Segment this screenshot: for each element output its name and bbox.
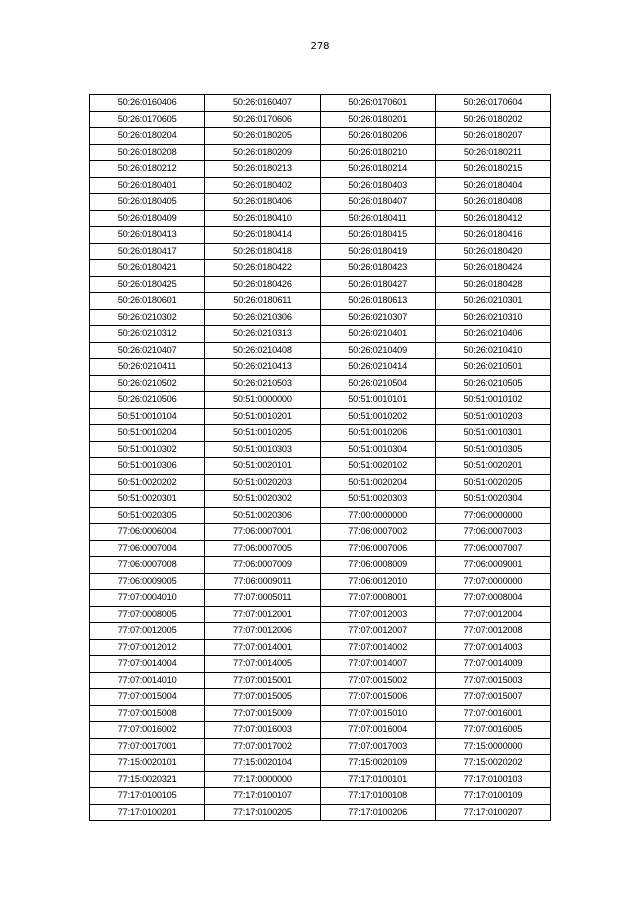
table-cell: 50:26:0180405 (90, 194, 205, 211)
table-cell: 77:07:0015001 (205, 672, 320, 689)
table-cell: 77:07:0015002 (320, 672, 435, 689)
table-cell: 50:26:0210505 (435, 375, 550, 392)
table-cell: 50:26:0180206 (320, 128, 435, 145)
table-cell: 77:07:0014001 (205, 639, 320, 656)
table-cell: 50:51:0010101 (320, 392, 435, 409)
table-cell: 77:07:0016005 (435, 722, 550, 739)
table-cell: 50:26:0180613 (320, 293, 435, 310)
table-cell: 50:26:0180423 (320, 260, 435, 277)
table-row (90, 606, 551, 623)
table-cell: 77:07:0012012 (90, 639, 205, 656)
table-cell: 50:26:0180426 (205, 276, 320, 293)
table-cell: 77:17:0100101 (320, 771, 435, 788)
table-row (90, 326, 551, 343)
table-cell: 77:07:0012001 (205, 606, 320, 623)
table-cell: 50:26:0210407 (90, 342, 205, 359)
table-row (90, 804, 551, 821)
table-cell: 50:26:0180215 (435, 161, 550, 178)
table-cell: 77:07:0014010 (90, 672, 205, 689)
table-cell: 77:06:0009001 (435, 557, 550, 574)
table-row (90, 111, 551, 128)
table-row (90, 557, 551, 574)
table-row (90, 227, 551, 244)
table-cell: 50:26:0180410 (205, 210, 320, 227)
table-cell: 50:51:0020101 (205, 458, 320, 475)
table-row (90, 524, 551, 541)
table-cell: 77:06:0012010 (320, 573, 435, 590)
table-row (90, 458, 551, 475)
table-cell: 77:06:0007001 (205, 524, 320, 541)
table-cell: 50:26:0180404 (435, 177, 550, 194)
table-row (90, 573, 551, 590)
table-cell: 50:51:0020305 (90, 507, 205, 524)
table-cell: 50:26:0210502 (90, 375, 205, 392)
table-body (90, 95, 551, 821)
table-row (90, 540, 551, 557)
table-row (90, 425, 551, 442)
table-cell: 50:26:0180210 (320, 144, 435, 161)
table-cell: 50:26:0210406 (435, 326, 550, 343)
table-row (90, 672, 551, 689)
table-cell: 50:51:0020203 (205, 474, 320, 491)
table-cell: 50:26:0180418 (205, 243, 320, 260)
table-row (90, 590, 551, 607)
table-cell: 77:06:0007008 (90, 557, 205, 574)
table-row (90, 441, 551, 458)
table-row (90, 755, 551, 772)
table-cell: 50:51:0020301 (90, 491, 205, 508)
table-cell: 50:26:0210503 (205, 375, 320, 392)
table-cell: 77:17:0100207 (435, 804, 550, 821)
table-cell: 50:51:0010104 (90, 408, 205, 425)
table-cell: 50:26:0210414 (320, 359, 435, 376)
table-cell: 77:07:0015008 (90, 705, 205, 722)
table-cell: 50:26:0180419 (320, 243, 435, 260)
table-cell: 50:26:0170605 (90, 111, 205, 128)
table-cell: 50:51:0020205 (435, 474, 550, 491)
table-cell: 77:06:0000000 (435, 507, 550, 524)
table-cell: 77:07:0015010 (320, 705, 435, 722)
table-row (90, 491, 551, 508)
table-cell: 50:26:0180202 (435, 111, 550, 128)
table-cell: 77:07:0008004 (435, 590, 550, 607)
table-cell: 77:06:0007006 (320, 540, 435, 557)
table-cell: 77:07:0012004 (435, 606, 550, 623)
table-cell: 50:26:0210313 (205, 326, 320, 343)
table-cell: 77:07:0015006 (320, 689, 435, 706)
table-cell: 50:51:0010102 (435, 392, 550, 409)
table-cell: 50:26:0210504 (320, 375, 435, 392)
table-cell: 50:51:0010302 (90, 441, 205, 458)
table-row (90, 161, 551, 178)
table-cell: 50:26:0180416 (435, 227, 550, 244)
table-cell: 77:07:0015007 (435, 689, 550, 706)
table-cell: 77:15:0020202 (435, 755, 550, 772)
table-cell: 77:07:0012006 (205, 623, 320, 640)
table-cell: 50:51:0020304 (435, 491, 550, 508)
table-row (90, 309, 551, 326)
table-cell: 77:06:0008009 (320, 557, 435, 574)
table-cell: 50:51:0010205 (205, 425, 320, 442)
table-cell: 50:26:0180420 (435, 243, 550, 260)
table-row (90, 623, 551, 640)
table-row (90, 722, 551, 739)
table-cell: 50:26:0180409 (90, 210, 205, 227)
table-row (90, 342, 551, 359)
table-row (90, 689, 551, 706)
table-cell: 77:07:0016001 (435, 705, 550, 722)
table-cell: 50:26:0180417 (90, 243, 205, 260)
table-row (90, 210, 551, 227)
table-cell: 50:51:0020302 (205, 491, 320, 508)
table-cell: 77:07:0012003 (320, 606, 435, 623)
table-cell: 77:07:0014004 (90, 656, 205, 673)
table-row (90, 639, 551, 656)
table-cell: 77:07:0012007 (320, 623, 435, 640)
table-cell: 77:17:0100206 (320, 804, 435, 821)
table-cell: 50:51:0010202 (320, 408, 435, 425)
table-cell: 77:06:0009011 (205, 573, 320, 590)
table-cell: 77:06:0007002 (320, 524, 435, 541)
table-cell: 77:07:0014009 (435, 656, 550, 673)
table-cell: 50:26:0210307 (320, 309, 435, 326)
table-cell: 50:26:0210306 (205, 309, 320, 326)
table-cell: 77:07:0015003 (435, 672, 550, 689)
table-cell: 50:51:0010206 (320, 425, 435, 442)
table-cell: 77:06:0009005 (90, 573, 205, 590)
table-cell: 77:07:0014003 (435, 639, 550, 656)
table-cell: 50:26:0210301 (435, 293, 550, 310)
table-row (90, 243, 551, 260)
table-cell: 50:26:0180208 (90, 144, 205, 161)
table-row (90, 128, 551, 145)
table-cell: 77:07:0017002 (205, 738, 320, 755)
table-cell: 77:17:0100107 (205, 788, 320, 805)
table-cell: 50:26:0180427 (320, 276, 435, 293)
table-cell: 77:07:0012008 (435, 623, 550, 640)
table-cell: 50:26:0180407 (320, 194, 435, 211)
table-cell: 50:26:0180601 (90, 293, 205, 310)
table-cell: 77:06:0007004 (90, 540, 205, 557)
table-row (90, 375, 551, 392)
table-cell: 77:07:0000000 (435, 573, 550, 590)
table-cell: 50:51:0010301 (435, 425, 550, 442)
table-row (90, 788, 551, 805)
table-cell: 77:17:0000000 (205, 771, 320, 788)
table-row (90, 194, 551, 211)
table-cell: 50:26:0180414 (205, 227, 320, 244)
table-cell: 77:07:0016004 (320, 722, 435, 739)
table-row (90, 293, 551, 310)
table-row (90, 474, 551, 491)
table-cell: 77:06:0007009 (205, 557, 320, 574)
table-cell: 77:15:0020321 (90, 771, 205, 788)
table-row (90, 705, 551, 722)
table-cell: 50:26:0180611 (205, 293, 320, 310)
table-cell: 50:51:0020201 (435, 458, 550, 475)
table-cell: 50:51:0020303 (320, 491, 435, 508)
table-cell: 50:26:0180201 (320, 111, 435, 128)
table-cell: 50:26:0180205 (205, 128, 320, 145)
table-cell: 77:17:0100205 (205, 804, 320, 821)
table-cell: 50:26:0210408 (205, 342, 320, 359)
table-cell: 77:07:0014002 (320, 639, 435, 656)
table-row (90, 507, 551, 524)
table-cell: 50:26:0210409 (320, 342, 435, 359)
table-cell: 50:26:0210413 (205, 359, 320, 376)
table-row (90, 408, 551, 425)
table-cell: 50:26:0210401 (320, 326, 435, 343)
table-cell: 77:17:0100108 (320, 788, 435, 805)
table-cell: 77:07:0008005 (90, 606, 205, 623)
table-row (90, 260, 551, 277)
table-cell: 77:17:0100103 (435, 771, 550, 788)
table-cell: 50:26:0180406 (205, 194, 320, 211)
table-cell: 50:26:0180413 (90, 227, 205, 244)
table-cell: 50:26:0180214 (320, 161, 435, 178)
table-cell: 50:26:0210312 (90, 326, 205, 343)
table-row (90, 392, 551, 409)
table-cell: 50:26:0180415 (320, 227, 435, 244)
table-row (90, 95, 551, 112)
table-cell: 77:06:0007005 (205, 540, 320, 557)
table-cell: 77:07:0015005 (205, 689, 320, 706)
table-cell: 50:26:0160406 (90, 95, 205, 112)
table-cell: 50:26:0170606 (205, 111, 320, 128)
table-cell: 77:07:0016002 (90, 722, 205, 739)
table-cell: 50:26:0180213 (205, 161, 320, 178)
table-cell: 50:26:0180425 (90, 276, 205, 293)
table-cell: 50:26:0170604 (435, 95, 550, 112)
table-cell: 50:26:0180211 (435, 144, 550, 161)
table-cell: 77:07:0014005 (205, 656, 320, 673)
table-row (90, 656, 551, 673)
table-cell: 77:07:0016003 (205, 722, 320, 739)
table-cell: 77:07:0017003 (320, 738, 435, 755)
table-cell: 77:17:0100109 (435, 788, 550, 805)
table-cell: 77:07:0008001 (320, 590, 435, 607)
table-cell: 50:51:0010203 (435, 408, 550, 425)
table-row (90, 738, 551, 755)
table-cell: 50:26:0180408 (435, 194, 550, 211)
table-cell: 77:15:0020104 (205, 755, 320, 772)
table-cell: 50:26:0180204 (90, 128, 205, 145)
table-cell: 77:07:0014007 (320, 656, 435, 673)
table-cell: 50:26:0180428 (435, 276, 550, 293)
table-cell: 50:51:0020306 (205, 507, 320, 524)
table-cell: 77:06:0006004 (90, 524, 205, 541)
table-cell: 50:51:0000000 (205, 392, 320, 409)
table-cell: 50:26:0180207 (435, 128, 550, 145)
cadastral-code-table (89, 94, 551, 821)
table-cell: 50:26:0160407 (205, 95, 320, 112)
table-cell: 50:26:0180412 (435, 210, 550, 227)
table-cell: 77:06:0007007 (435, 540, 550, 557)
table-cell: 50:51:0010303 (205, 441, 320, 458)
table-cell: 50:26:0210411 (90, 359, 205, 376)
table-cell: 77:15:0020109 (320, 755, 435, 772)
table-cell: 50:51:0020102 (320, 458, 435, 475)
table-cell: 50:26:0180212 (90, 161, 205, 178)
table-cell: 50:26:0180402 (205, 177, 320, 194)
table-cell: 77:17:0100105 (90, 788, 205, 805)
table-cell: 77:06:0007003 (435, 524, 550, 541)
table-cell: 50:26:0180422 (205, 260, 320, 277)
table-cell: 77:15:0000000 (435, 738, 550, 755)
table-row (90, 177, 551, 194)
table-cell: 50:51:0010204 (90, 425, 205, 442)
table-cell: 77:07:0005011 (205, 590, 320, 607)
table-cell: 50:51:0010201 (205, 408, 320, 425)
table-cell: 50:26:0210410 (435, 342, 550, 359)
table-cell: 50:51:0010305 (435, 441, 550, 458)
table-cell: 77:00:0000000 (320, 507, 435, 524)
table-cell: 50:26:0170601 (320, 95, 435, 112)
table-row (90, 276, 551, 293)
table-row (90, 144, 551, 161)
table-cell: 50:26:0210506 (90, 392, 205, 409)
table-cell: 50:51:0020202 (90, 474, 205, 491)
table-cell: 50:26:0210501 (435, 359, 550, 376)
table-cell: 77:15:0020101 (90, 755, 205, 772)
table-cell: 50:26:0210310 (435, 309, 550, 326)
table-cell: 50:26:0180403 (320, 177, 435, 194)
table-row (90, 771, 551, 788)
table-cell: 50:26:0180401 (90, 177, 205, 194)
table-cell: 77:07:0017001 (90, 738, 205, 755)
table-cell: 77:07:0012005 (90, 623, 205, 640)
table-cell: 50:26:0180424 (435, 260, 550, 277)
table-row (90, 359, 551, 376)
table-cell: 77:07:0004010 (90, 590, 205, 607)
table-cell: 50:51:0020204 (320, 474, 435, 491)
table-cell: 50:51:0010304 (320, 441, 435, 458)
table-cell: 50:51:0010306 (90, 458, 205, 475)
table-cell: 50:26:0180209 (205, 144, 320, 161)
page-number: 278 (310, 41, 330, 52)
table-cell: 50:26:0180411 (320, 210, 435, 227)
table-cell: 77:07:0015009 (205, 705, 320, 722)
table-cell: 77:07:0015004 (90, 689, 205, 706)
table-cell: 50:26:0180421 (90, 260, 205, 277)
table-cell: 50:26:0210302 (90, 309, 205, 326)
table-cell: 77:17:0100201 (90, 804, 205, 821)
